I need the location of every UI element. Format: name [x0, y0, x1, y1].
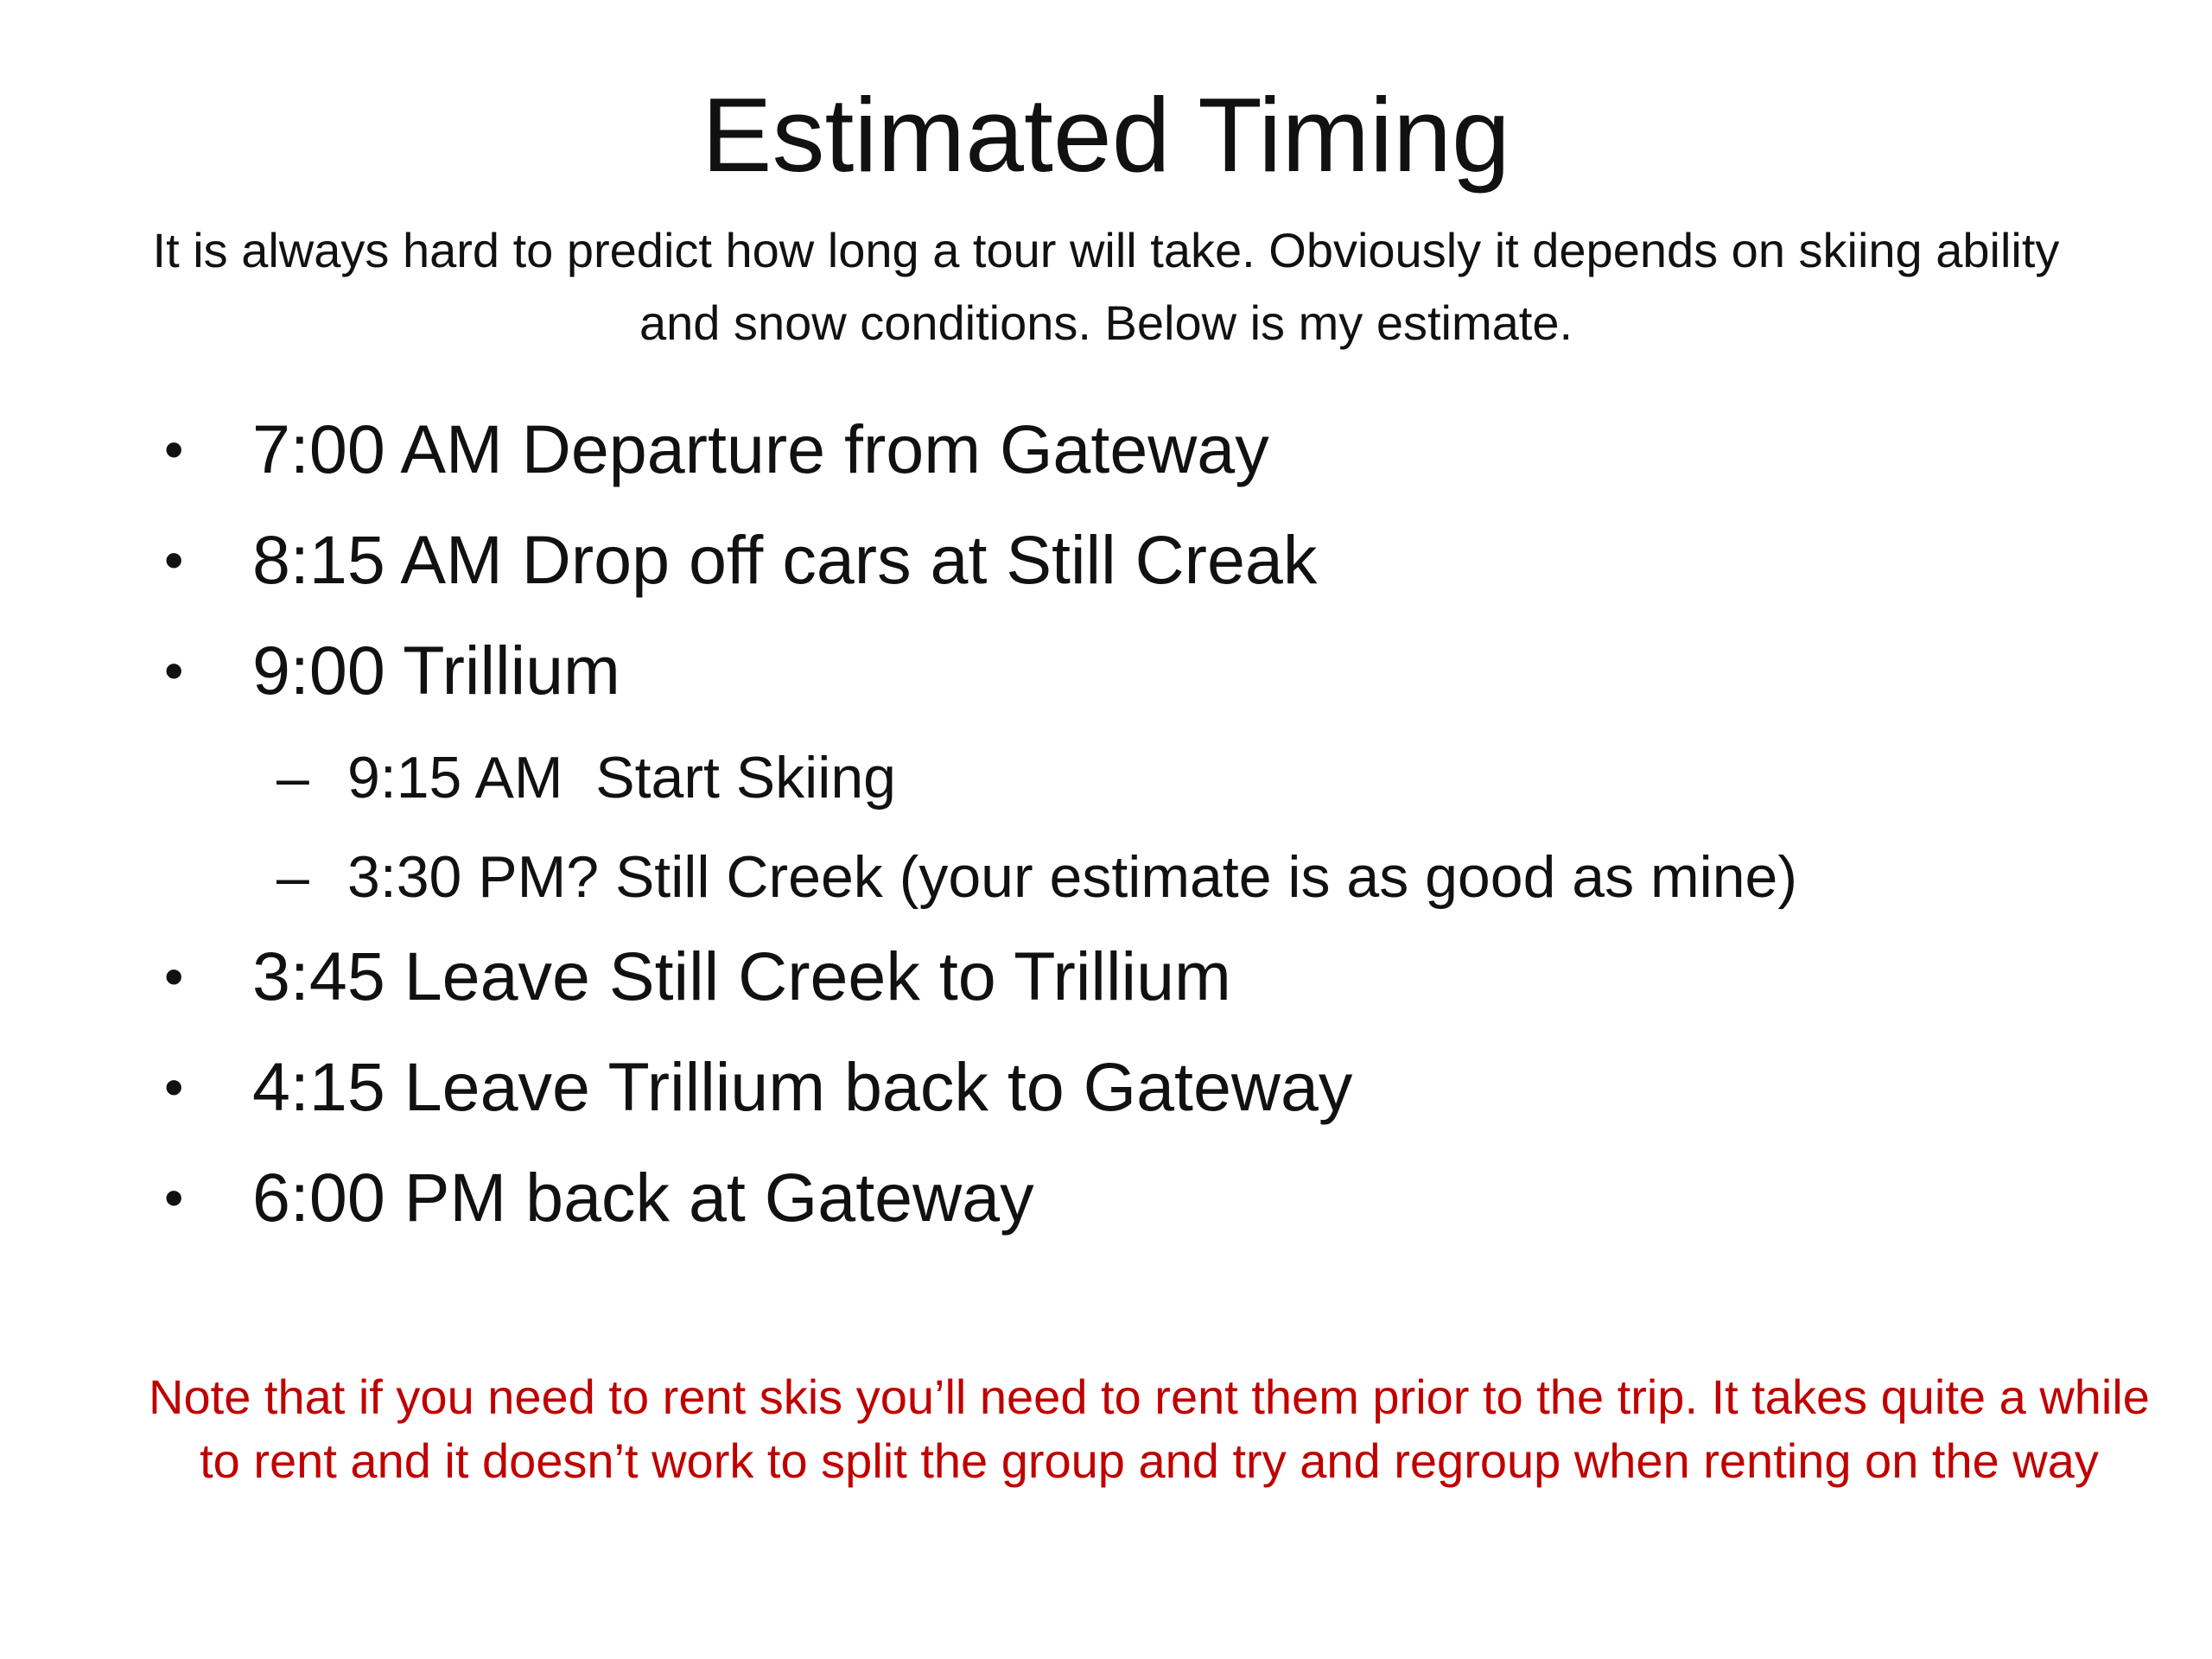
- list-item-text: 8:15 AM Drop off cars at Still Creak: [252, 521, 1318, 598]
- sub-list-item-text: 3:30 PM? Still Creek (your estimate is as good as mine): [347, 844, 1798, 910]
- sub-list-item-text: 9:15 AM Start Skiing: [347, 745, 896, 810]
- sub-list-item: [276, 739, 896, 817]
- list-item: [164, 1154, 1034, 1241]
- dash-icon: –: [276, 745, 309, 810]
- list-item: [164, 1044, 1352, 1130]
- list-item: [164, 933, 1231, 1020]
- list-item-text: 6:00 PM back at Gateway: [252, 1159, 1034, 1236]
- bullet-icon: •: [164, 529, 184, 591]
- list-item-text: 3:45 Leave Still Creek to Trillium: [252, 938, 1231, 1014]
- slide-subtitle: It is always hard to predict how long a tour will take. Obviously it depends on skiing ability and snow conditions. Below is my estimate.: [152, 223, 2060, 350]
- bullet-icon: •: [164, 1166, 184, 1229]
- bullet-icon: •: [164, 1056, 184, 1118]
- list-item-text: 9:00 Trillium: [252, 632, 620, 709]
- bullet-icon: •: [164, 945, 184, 1007]
- list-item: [164, 517, 1317, 603]
- rental-note: Note that if you need to rent skis you’ll need to rent them prior to the trip. It takes quite a while to rent and it doesn’t work to split the group and try and regroup when renting on the way: [149, 1370, 2150, 1488]
- bullet-icon: •: [164, 418, 184, 480]
- bullet-icon: •: [164, 639, 184, 702]
- list-item: [164, 406, 1269, 493]
- list-item-text: 4:15 Leave Trillium back to Gateway: [252, 1048, 1353, 1125]
- slide-title: Estimated Timing: [702, 76, 1510, 194]
- sub-list-item: [276, 838, 1797, 916]
- list-item: [164, 627, 620, 714]
- dash-icon: –: [276, 844, 309, 910]
- list-item-text: 7:00 AM Departure from Gateway: [252, 410, 1269, 487]
